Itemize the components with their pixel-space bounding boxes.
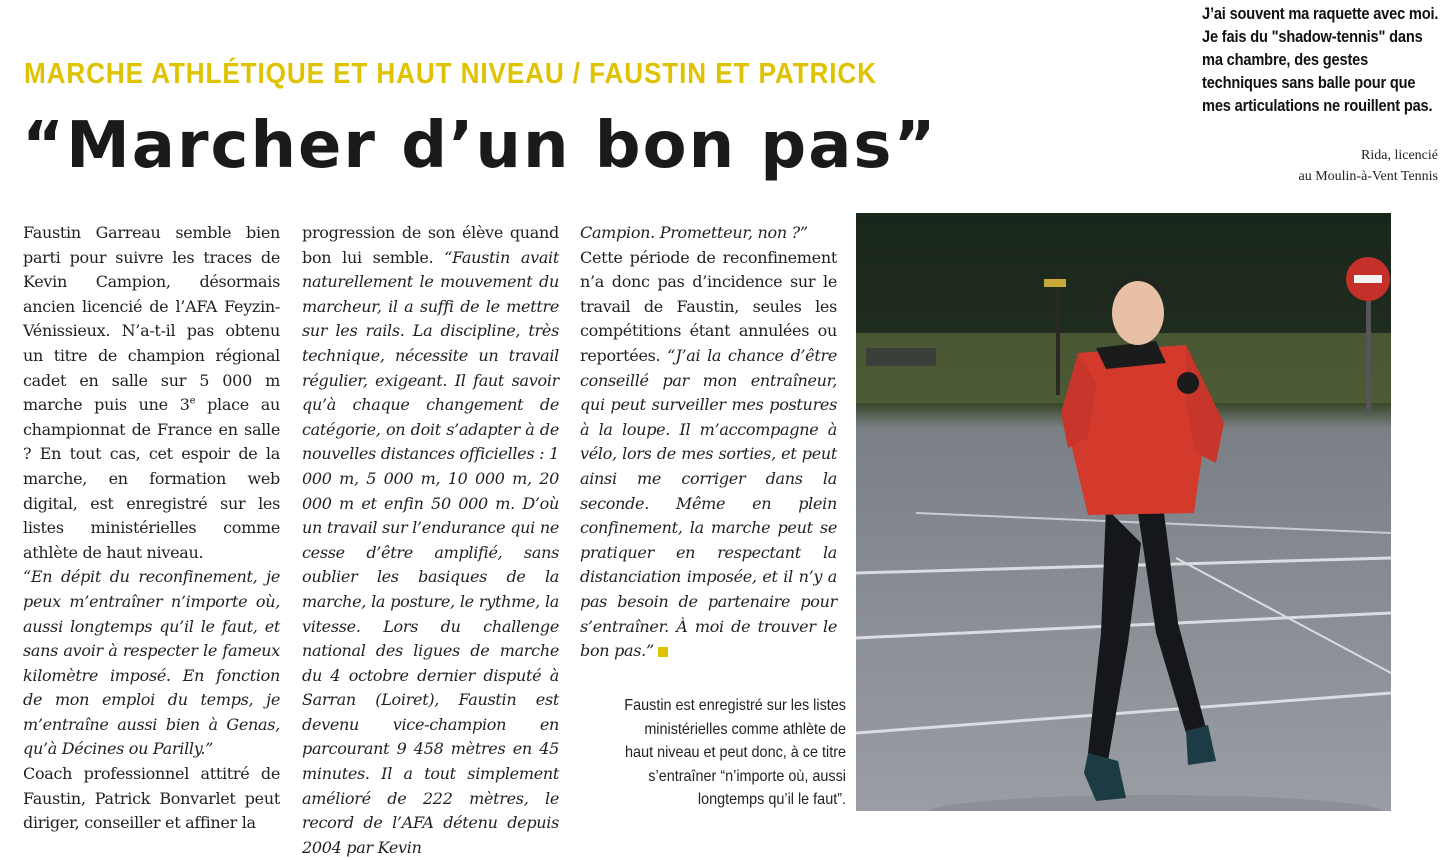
credit-line-2: au Moulin-à-Vent Tennis xyxy=(1298,169,1438,184)
quote-text: “Faustin avait naturellement le mouvement du marcheur, il a suffi de le mettre sur les rails. La discipline, très technique, nécessite un travail régulier, exigeant. Il faut savoir qu’à chaque changement de catégorie, on doit s’adapter à de nouvelles distances officielles : 1 000 m, 5 000 m, 10 000 m, 20 000 m et enfin 50 000 m. D’où un travail sur l’endurance qui ne cesse d’être amplifié, sans oublier les basiques de la marche, la posture, le rythme, la vitesse. Lors du challenge national des ligues de marche du 4 octobre dernier disputé à Sarran (Loiret), Faustin est devenu vice-champion en parcourant 9 458 mètres en 45 minutes. Il a tout simplement amélioré de 222 mètres, le record de l’AFA détenu depuis 2004 par Kevin xyxy=(302,247,559,857)
article-column-1 xyxy=(23,221,280,836)
credit-line-1: Rida, licencié xyxy=(1361,148,1438,163)
paragraph xyxy=(580,246,837,664)
sidebar-quote: J’ai souvent ma raquette avec moi. Je fais du "shadow-tennis" dans ma chambre, des gestes techniques sans balle pour que mes articulations ne rouillent pas. xyxy=(1202,4,1439,115)
text-run: place au championnat de France en salle ? En tout cas, cet espoir de la marche, en formation web digital, est enregistré sur les listes ministérielles comme athlète de haut niveau. xyxy=(23,395,280,562)
paragraph-quote xyxy=(580,221,837,246)
text-run: Cette période de reconfinement n’a donc pas d’incidence sur le travail de Faustin, seules les compétitions étant annulées ou reportées. xyxy=(580,247,837,365)
paragraph-quote xyxy=(23,565,280,762)
end-of-article-mark xyxy=(658,647,668,657)
quote-text: Campion. Prometteur, non ?” xyxy=(580,223,808,242)
paragraph xyxy=(302,221,559,860)
article-column-2 xyxy=(302,221,559,860)
text-run: Coach professionnel attitré de Faustin, Patrick Bonvarlet peut diriger, conseiller et affiner la xyxy=(23,764,280,833)
sidebar-quote-credit xyxy=(1298,145,1438,187)
quote-text: “En dépit du reconfinement, je peux m’entraîner n’importe où, aussi longtemps qu’il le faut, et sans avoir à respecter le fameux kilomètre imposé. En fonction de mon emploi du temps, je m’entraîne aussi bien à Genas, qu’à Décines ou Parilly.” xyxy=(23,567,280,759)
article-headline: “Marcher d’un bon pas” xyxy=(22,109,938,183)
article-kicker: MARCHE ATHLÉTIQUE ET HAUT NIVEAU / FAUSTIN ET PATRICK xyxy=(24,58,877,90)
superscript: e xyxy=(189,395,196,407)
text-run: Faustin Garreau semble bien parti pour suivre les traces de Kevin Campion, désormais ancien licencié de l’AFA Feyzin-Vénissieux. N’a-t-il pas obtenu un titre de champion régional cadet en salle sur 5 000 m marche puis une 3 xyxy=(23,223,280,415)
article-column-3 xyxy=(580,221,837,664)
paragraph xyxy=(23,762,280,836)
text-run: progression de son élève quand bon lui semble. xyxy=(302,223,559,267)
quote-text: “J’ai la chance d’être conseillé par mon entraîneur, qui peut surveiller mes postures à la loupe. Il m’accompagne à vélo, lors de mes sorties, et peut ainsi me corriger dans la seconde. Même en plein confinement, la marche peut se pratiquer en respectant la distanciation imposée, et il n’y a pas besoin de partenaire pour s’entraîner. À moi de trouver le bon pas.” xyxy=(580,345,837,661)
paragraph xyxy=(23,221,280,565)
article-photo xyxy=(856,213,1391,811)
photo-caption: Faustin est enregistré sur les listes ministérielles comme athlète de haut niveau et peut donc, à ce titre s’entraîner “n’importe où, aussi longtemps qu’il le faut”. xyxy=(624,697,846,808)
